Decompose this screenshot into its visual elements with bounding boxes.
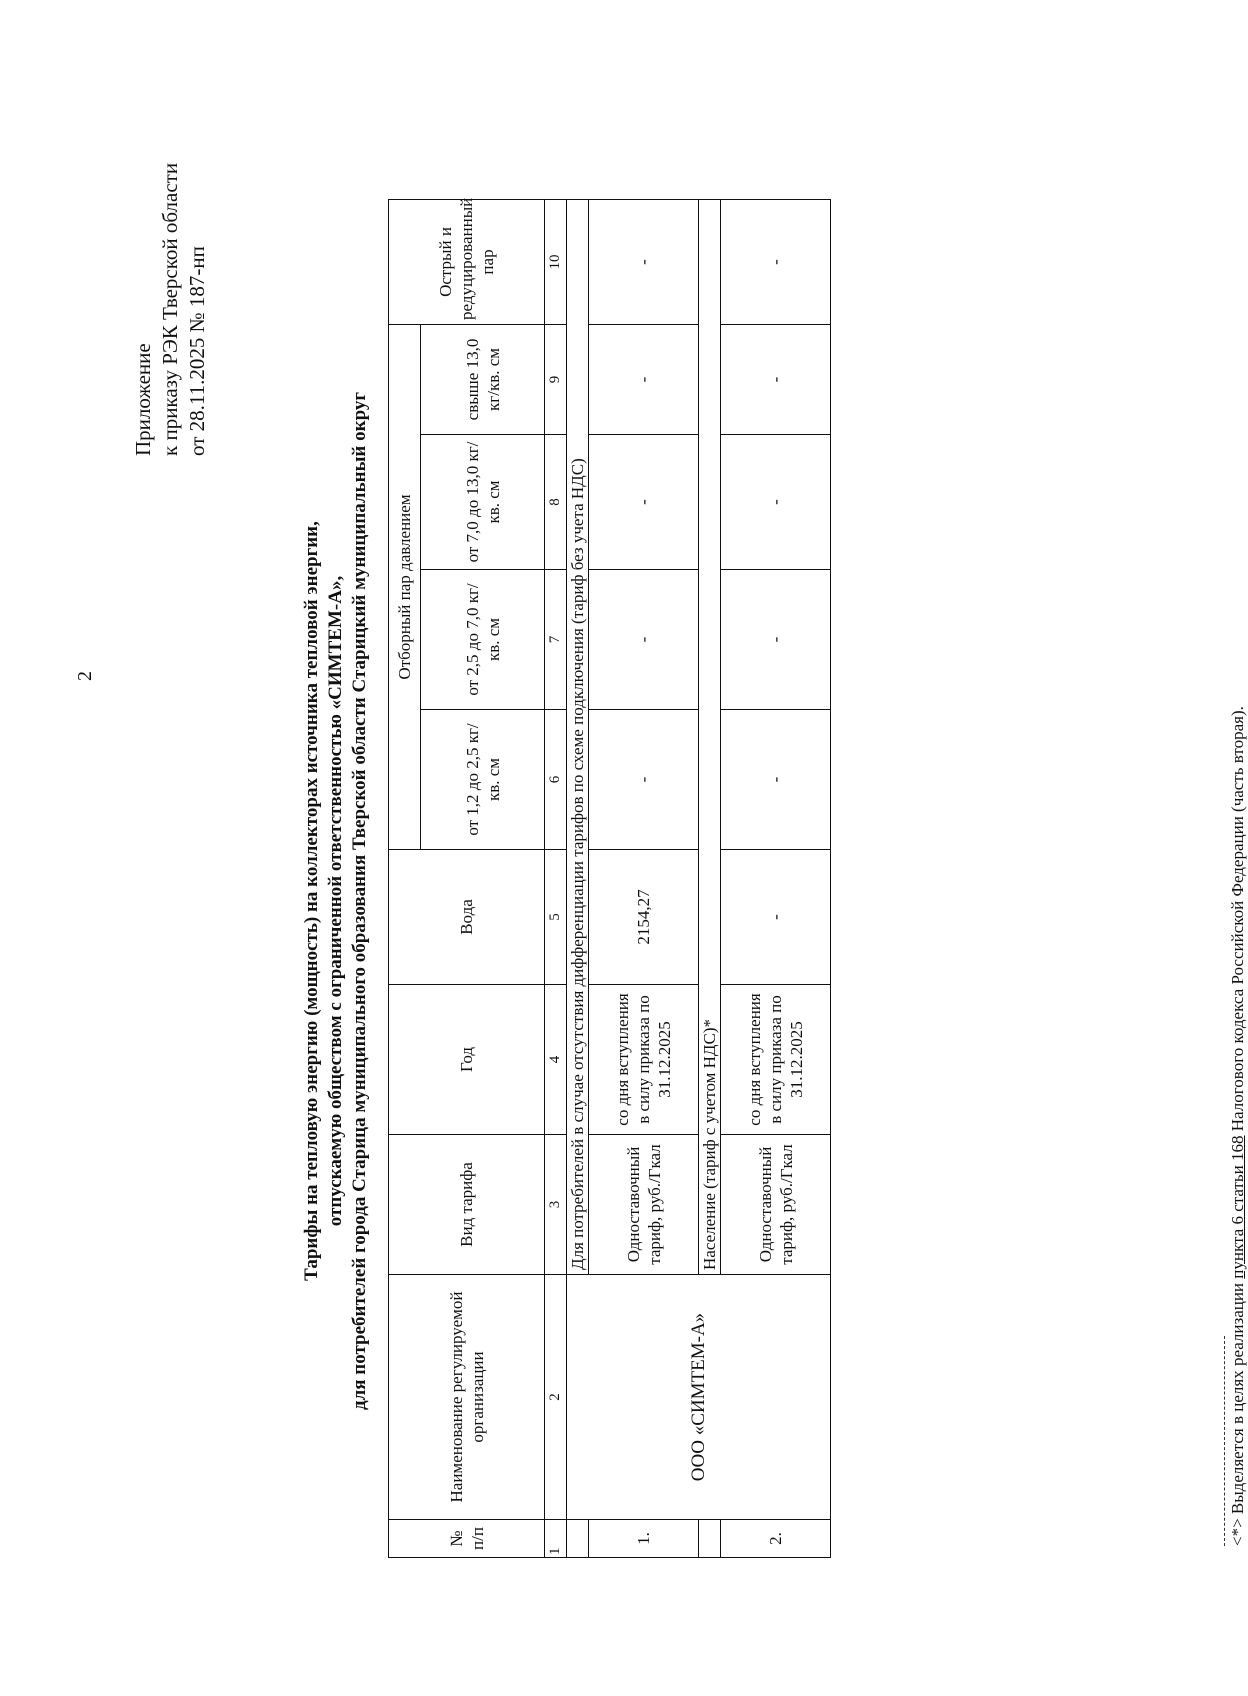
section-1-label: Для потребителей в случае отсутствия дифференциации тарифов по схеме подключения (тариф без учета НДС) (567, 199, 589, 1274)
footnote-prefix: <*> Выделяется в целях реализации (1228, 1278, 1247, 1546)
header-num: № п/п (389, 1520, 545, 1558)
appendix-header (130, 36, 211, 456)
header-steam-1: от 1,2 до 2,5 кг/кв. см (421, 710, 545, 850)
page-number: 2 (74, 671, 96, 681)
row-year: со дня вступления в силу приказа по 31.12.2025 (721, 985, 831, 1135)
row-steam-1: - (721, 710, 831, 850)
row-water: - (721, 850, 831, 985)
row-steam-3: - (589, 435, 699, 570)
header-tariff-type: Вид тарифа (389, 1135, 545, 1275)
col-number: 8 (545, 435, 567, 570)
row-steam-1: - (589, 710, 699, 850)
appendix-line-2: к приказу РЭК Тверской области (158, 162, 182, 456)
row-steam-3: - (721, 435, 831, 570)
row-year: со дня вступления в силу приказа по 31.12.2025 (589, 985, 699, 1135)
col-number: 7 (545, 570, 567, 710)
row-steam-4: - (589, 324, 699, 434)
col-number: 5 (545, 850, 567, 985)
row-sharp-steam: - (721, 199, 831, 324)
header-row (389, 199, 421, 1557)
header-organization: Наименование регулируемой организации (389, 1275, 545, 1520)
footnote-suffix: Налогового кодекса Российской Федерации (часть вторая). (1228, 706, 1247, 1136)
row-steam-2: - (721, 570, 831, 710)
appendix-line-3: от 28.11.2025 № 187-нп (185, 246, 209, 456)
row-steam-2: - (589, 570, 699, 710)
col-number: 6 (545, 710, 567, 850)
title-line-3: для потребителей города Старица муниципального образования Тверской области Старицкий муниципальный округ (349, 391, 370, 1411)
tariff-table (388, 199, 831, 1558)
header-year: Год (389, 985, 545, 1135)
appendix-line-1: Приложение (131, 343, 155, 456)
title-line-2: отпускаемую обществом с ограниченной ответственностью «СИМТЕМ-А», (325, 575, 346, 1227)
row-num: 2. (721, 1520, 831, 1558)
organization-name: ООО «СИМТЕМ-А» (567, 1275, 831, 1520)
col-number: 10 (545, 199, 567, 324)
column-number-row (545, 199, 567, 1557)
section-row (567, 199, 589, 1557)
header-sharp-steam: Острый и редуцированный пар (389, 199, 545, 324)
title-line-1: Тарифы на тепловую энергию (мощность) на коллекторах источника тепловой энергии, (301, 521, 322, 1281)
header-steam-group: Отборный пар давлением (389, 324, 421, 849)
footnote (1228, 246, 1248, 1546)
col-number: 9 (545, 324, 567, 434)
footnote-link[interactable]: пункта 6 статьи 168 (1228, 1135, 1247, 1279)
row-num: 1. (589, 1520, 699, 1558)
header-steam-3: от 7,0 до 13,0 кг/кв. см (421, 435, 545, 570)
row-water: 2154,27 (589, 850, 699, 985)
header-steam-4: свыше 13,0 кг/кв. см (421, 324, 545, 434)
header-steam-2: от 2,5 до 7,0 кг/кв. см (421, 570, 545, 710)
row-tariff-type: Одноставочный тариф, руб./Гкал (589, 1135, 699, 1275)
section-2-label: Население (тариф с учетом НДС)* (699, 199, 721, 1274)
footnote-divider (1224, 1336, 1225, 1546)
row-sharp-steam: - (589, 199, 699, 324)
col-number: 3 (545, 1135, 567, 1275)
header-water: Вода (389, 850, 545, 985)
col-number: 2 (545, 1275, 567, 1520)
col-number: 4 (545, 985, 567, 1135)
row-tariff-type: Одноставочный тариф, руб./Гкал (721, 1135, 831, 1275)
row-steam-4: - (721, 324, 831, 434)
document-title (300, 256, 372, 1546)
col-number: 1 (545, 1520, 567, 1558)
